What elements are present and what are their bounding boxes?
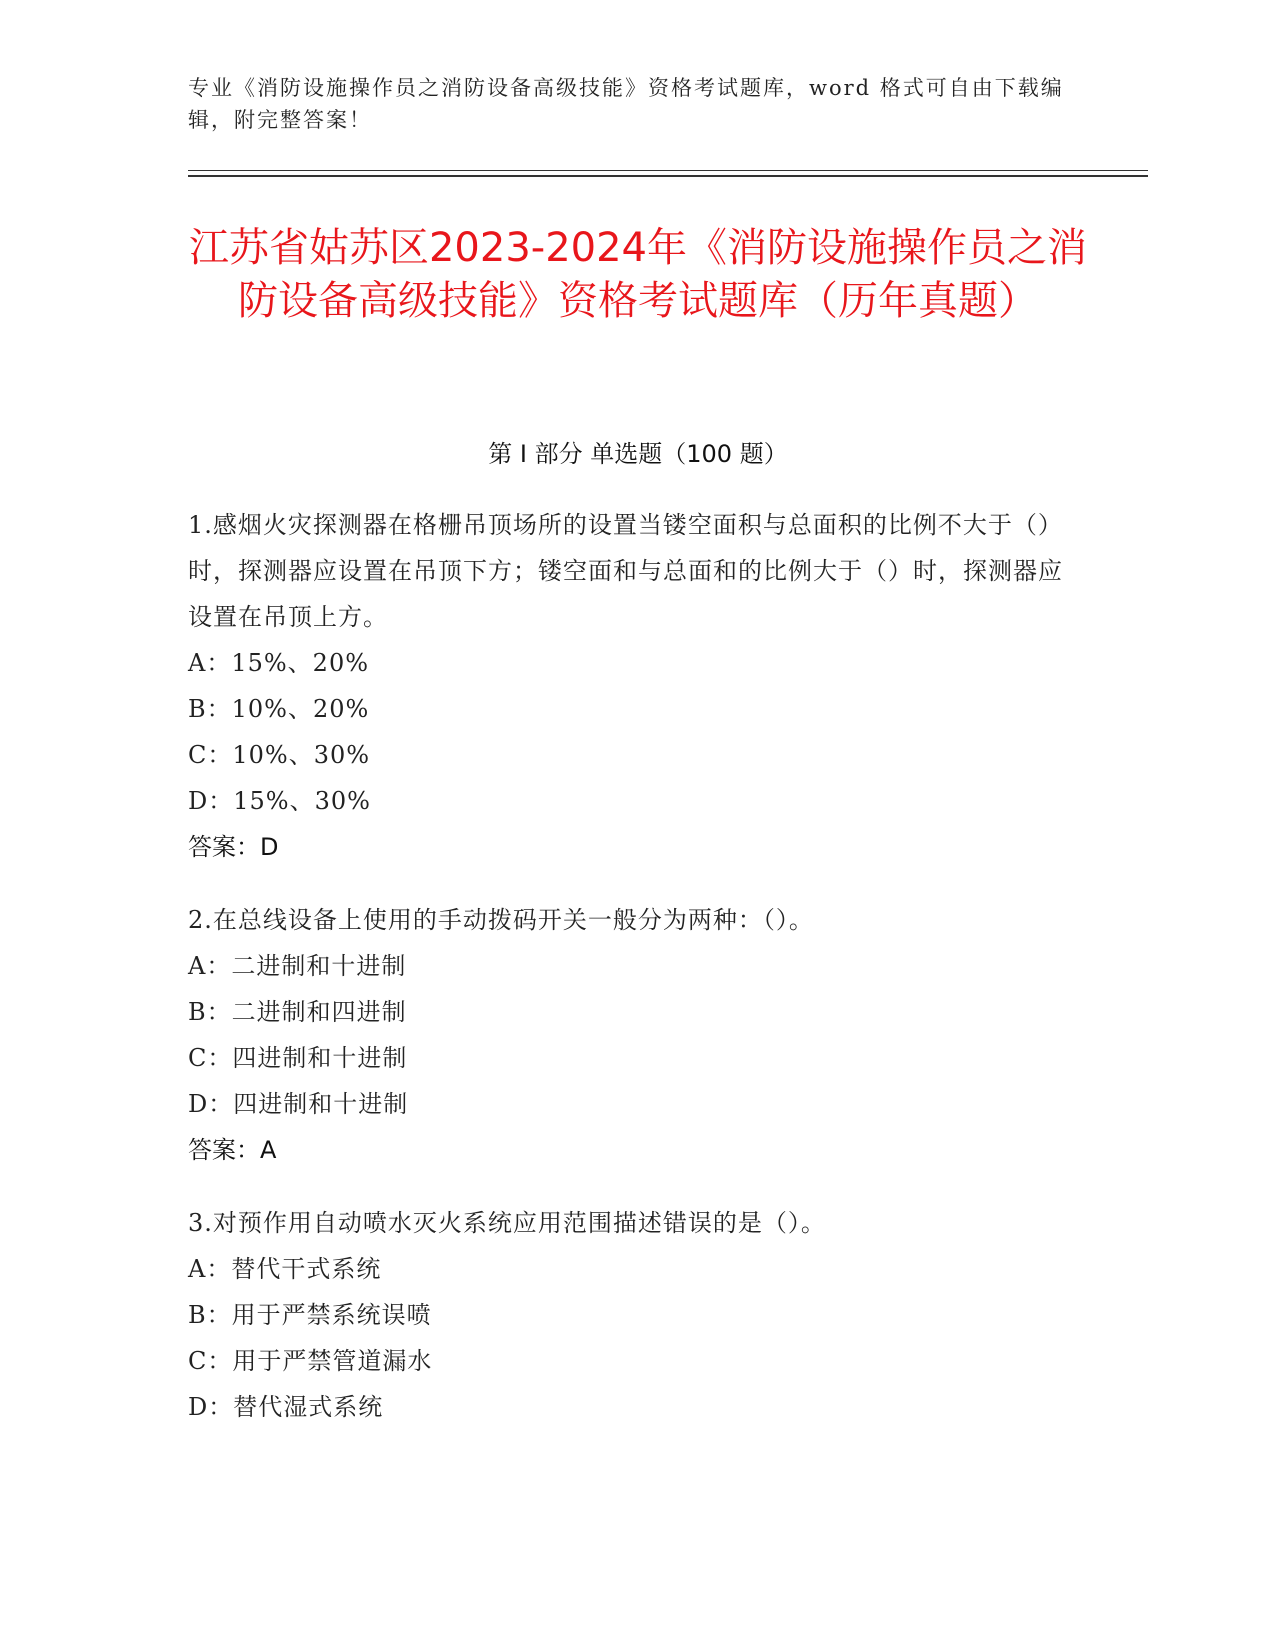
option-a: A：二进制和十进制 [188, 952, 407, 980]
option-a: A：替代干式系统 [188, 1255, 382, 1283]
option-c: C：用于严禁管道漏水 [188, 1347, 433, 1375]
header-divider-thick [188, 175, 1148, 177]
option-d: D：15%、30% [188, 787, 371, 815]
option-b: B：10%、20% [188, 695, 370, 723]
option-a: A：15%、20% [188, 649, 370, 677]
question-3 [188, 1200, 1068, 1430]
answer: 答案：A [188, 1136, 277, 1164]
document-title: 江苏省姑苏区2023-2024年《消防设施操作员之消防设备高级技能》资格考试题库（历年真题） [188, 225, 1088, 324]
option-d: D：替代湿式系统 [188, 1393, 384, 1421]
question-1 [188, 502, 1068, 870]
option-b: B：用于严禁系统误喷 [188, 1301, 432, 1329]
question-stem: 3.对预作用自动喷水灭火系统应用范围描述错误的是（）。 [188, 1209, 826, 1237]
option-c: C：四进制和十进制 [188, 1044, 408, 1072]
header-note: 专业《消防设施操作员之消防设备高级技能》资格考试题库，word 格式可自由下载编辑，附完整答案！ [188, 76, 1064, 132]
answer: 答案：D [188, 833, 279, 861]
option-c: C：10%、30% [188, 741, 371, 769]
option-d: D：四进制和十进制 [188, 1090, 409, 1118]
question-2 [188, 897, 1068, 1173]
option-b: B：二进制和四进制 [188, 998, 407, 1026]
header-divider-thin [188, 170, 1148, 171]
question-stem: 2.在总线设备上使用的手动拨码开关一般分为两种：（）。 [188, 906, 814, 934]
question-stem: 1.感烟火灾探测器在格栅吊顶场所的设置当镂空面积与总面积的比例不大于（）时，探测器应设置在吊顶下方；镂空面和与总面和的比例大于（）时，探测器应设置在吊顶上方。 [188, 511, 1063, 631]
section-title: 第 I 部分 单选题（100 题） [488, 440, 788, 468]
